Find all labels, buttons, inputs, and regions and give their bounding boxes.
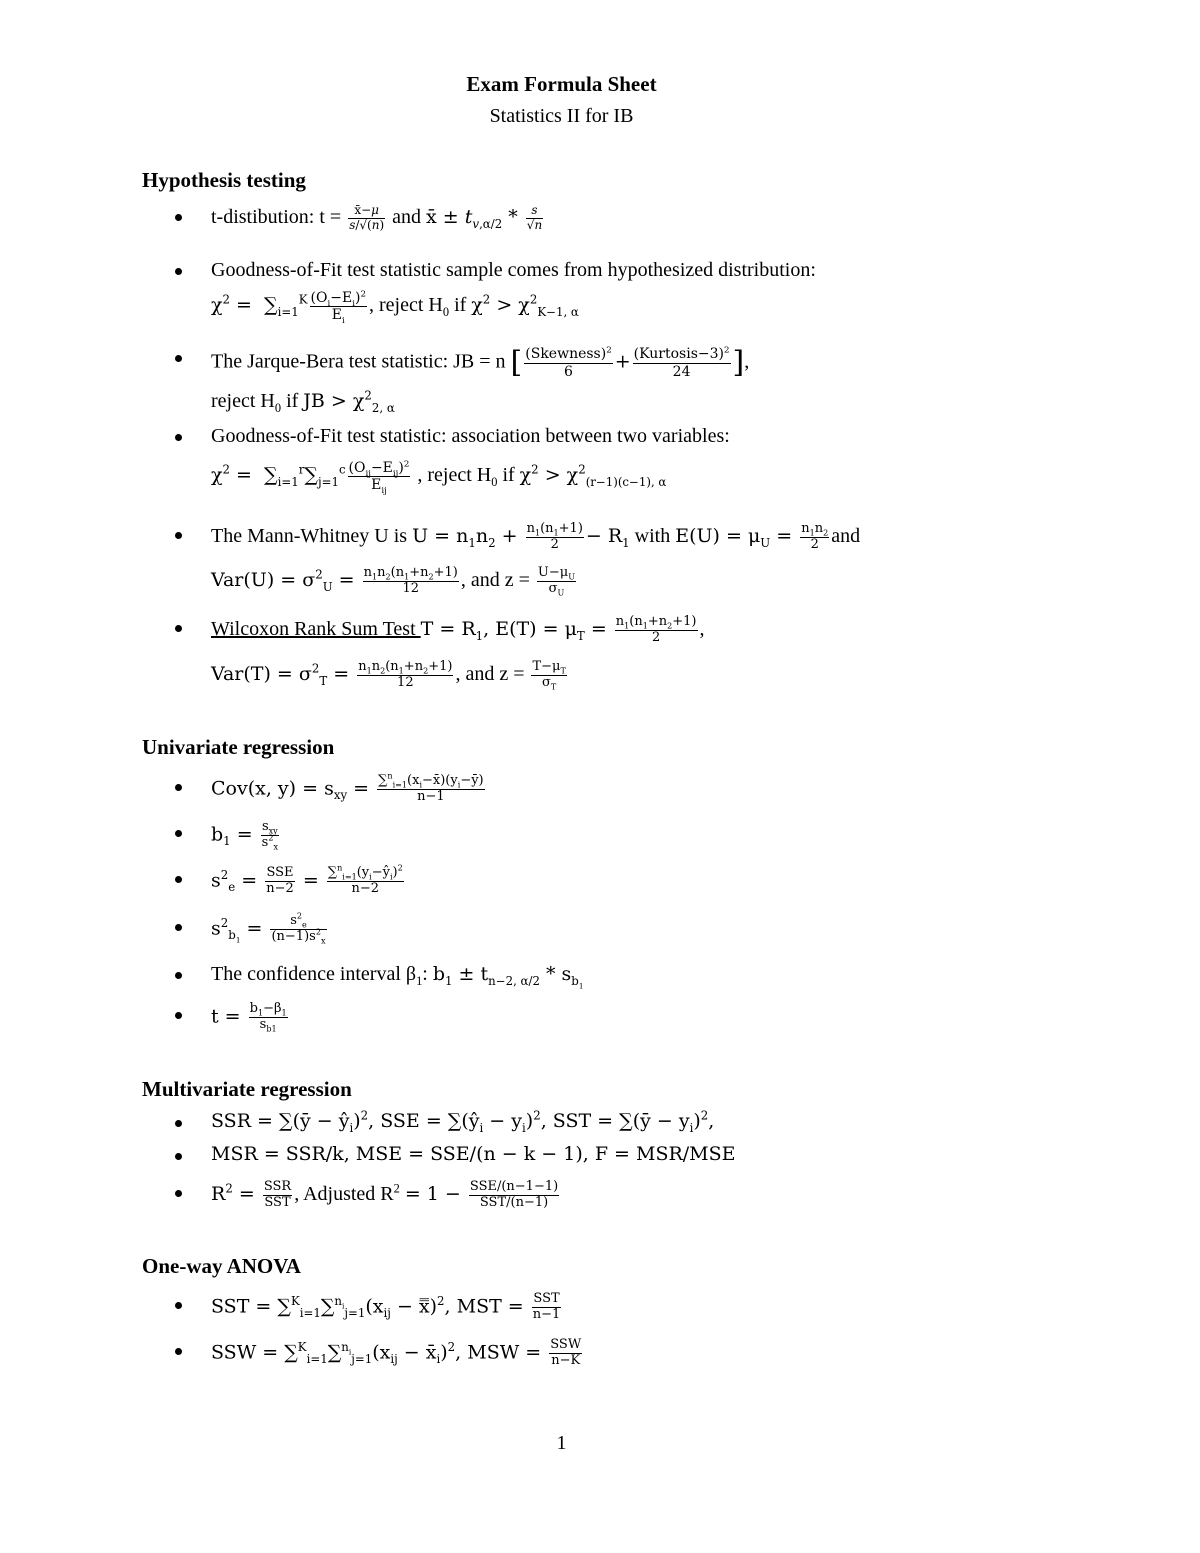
- section-univariate-regression: Univariate regression: [142, 735, 335, 759]
- formula-mann-whitney: The Mann-Whitney U is $U = n_1n_2$ + $\frac{n_1(n_1+1)}{2}$ − $R_1$ with $E(U) = \mu_U$ = $\frac{n_1n_2}{2}$ and: [211, 521, 861, 552]
- formula-t-distribution: t-distibution: t = $\frac{x̄-\mu}{s/√(n)}$ and x̄ ± $t_{v,\alpha/2}$ * $\frac{s}{√n}$: [211, 203, 543, 232]
- formula-ssr-sse-sst: SSR = ∑(ȳ − $ŷ_i)^2$, SSE = $\sum(ŷ_i - y_i)^2$, SST = ∑(ȳ − $y_i)^2$,: [211, 1108, 715, 1135]
- formula-mann-whitney-var: $Var(U) = \sigma^2_U$ = $\frac{n_1n_2(n_1+n_2+1)}{12}$ , and z = $\frac{U-\mu_U}{\sigma_U}$: [211, 565, 575, 598]
- gof-description: Goodness-of-Fit test statistic sample comes from hypothesized distribution:: [211, 259, 816, 281]
- formula-jb-reject: reject $H_0$ if JB > $\chi^2_{2, \alpha}$: [211, 388, 395, 415]
- bullet: [175, 1190, 182, 1197]
- formula-jarque-bera: The Jarque-Bera test statistic: JB = n [ $\frac{(Skewness)^2}{6}$ + $\frac{(Kurtosis-3)^2}{24}$ ],: [211, 345, 750, 380]
- bullet: [175, 434, 182, 441]
- bullet: [175, 1012, 182, 1019]
- and-z-text: , and z =: [460, 569, 535, 592]
- list-item-association: [175, 424, 730, 448]
- formula-msr-mse-f: MSR = SSR/k, MSE = SSE/(n − k − 1), F = MSR/MSE: [211, 1143, 736, 1165]
- jb-reject-text: reject H: [211, 390, 275, 412]
- list-item-msr-mse-f: [175, 1143, 736, 1166]
- list-item-wilcoxon: [175, 615, 705, 646]
- bullet: [175, 784, 182, 791]
- bullet: [175, 1153, 182, 1160]
- wilcoxon-label: Wilcoxon Rank Sum Test: [211, 618, 421, 641]
- list-item-mann-whitney: [175, 522, 860, 553]
- list-item-jarque-bera: [175, 345, 749, 381]
- jb-label: The Jarque-Bera test statistic: JB = n: [211, 350, 506, 373]
- list-item-ssw-msw: [175, 1338, 584, 1369]
- formula-wilcoxon: Wilcoxon Rank Sum Test $T = R_1$, $E(T) = \mu_T$ = $\frac{n_1(n_1+n_2+1)}{2}$ ,: [211, 614, 705, 645]
- list-item-covariance: [175, 771, 487, 805]
- list-item-t-stat: [175, 1002, 290, 1033]
- page-subtitle: Statistics II for IB: [489, 105, 634, 127]
- list-item-se-squared: [175, 863, 406, 897]
- bullet: [175, 355, 182, 362]
- page-title: Exam Formula Sheet: [466, 72, 657, 96]
- bullet: [175, 1348, 182, 1355]
- formula-chi-square-association: $\chi^2 = \sum_{i=1}^r\sum_{j=1}^c$ $\frac{(O_{ij}-E_{ij})^2}{E_{ij}}$ , reject $H_0$ if $\chi^2 > \chi^2_{(r-1)(c-1), \alpha}$: [211, 459, 667, 496]
- formula-t-stat: t = $\frac{b_1-\beta_1}{s_{b1}}$: [211, 1001, 287, 1034]
- and-z-text: , and z =: [455, 663, 530, 686]
- list-item-sb1-squared: [175, 911, 329, 946]
- reject-text: , reject H: [417, 464, 492, 487]
- section-one-way-anova: One-way ANOVA: [142, 1254, 301, 1278]
- list-item-t-distribution: [175, 204, 545, 233]
- bullet: [175, 972, 182, 979]
- list-item-ssr-sse-sst: [175, 1110, 714, 1133]
- list-item-confidence-interval: [175, 962, 584, 991]
- page-number: 1: [556, 1432, 567, 1454]
- bullet: [175, 532, 182, 539]
- bullet: [175, 876, 182, 883]
- formula-ssw-msw: SSW = $\sum^K_{i=1}\sum^{n_i}_{j=1}(x_{ij}$ − $x̄_i)^2$, MSW = $\frac{\text{SSW}}{n-K}$: [211, 1337, 582, 1368]
- section-hypothesis-testing: Hypothesis testing: [142, 168, 306, 192]
- bullet: [175, 1120, 182, 1127]
- with-word: with: [629, 525, 676, 548]
- bullet: [175, 268, 182, 275]
- section-multivariate-regression: Multivariate regression: [142, 1077, 352, 1101]
- bullet: [175, 924, 182, 931]
- formula-confidence-interval: The confidence interval $\beta_1$: $b_1 \pm t_{n-2, \alpha/2} * s_{b_1}$: [211, 963, 584, 991]
- formula-wilcoxon-var: $Var(T) = \sigma^2_T$ = $\frac{n_1n_2(n_1+n_2+1)}{12}$ , and z = $\frac{T-\mu_T}{\sigma_T}$: [211, 659, 566, 692]
- reject-text: , reject H: [369, 294, 443, 317]
- list-item-r-squared: [175, 1180, 561, 1211]
- mw-label: The Mann-Whitney U is: [211, 525, 413, 548]
- formula-sb1-squared: $s^2_{b_1}$ = $\frac{s^2_e}{(n-1)s^2_x}$: [211, 911, 326, 946]
- adjusted-text: , Adjusted R: [294, 1183, 394, 1206]
- and-word: and: [392, 205, 422, 228]
- list-item-sst-mst: [175, 1292, 563, 1323]
- formula-chi-square-gof: $\chi^2 = \sum_{i=1}^K$ $\frac{(O_i-E_i)^2}{E_i}$ , reject $H_0$ if $\chi^2 > \chi^2_{K-1, \alpha}$: [211, 289, 579, 326]
- formula-label: t-distibution: t =: [211, 205, 347, 228]
- formula-sst-mst: SST = $\sum^K_{i=1}\sum^{n_i}_{j=1}(x_{ij}$ − x̿)$^2$, MST = $\frac{\text{SST}}{n-1}$: [211, 1291, 561, 1322]
- and-word: and: [831, 525, 861, 548]
- association-description: Goodness-of-Fit test statistic: association between two variables:: [211, 425, 730, 447]
- bullet: [175, 830, 182, 837]
- bullet: [175, 625, 182, 632]
- list-item-goodness-of-fit: [175, 258, 816, 282]
- formula-r-squared: $R^2$ = $\frac{\text{SSR}}{\text{SST}}$ , Adjusted $R^2 = 1$ − $\frac{\text{SSE/(n−1−1)}}{\text{SST/(n−1)}}$: [211, 1179, 559, 1210]
- bullet: [175, 214, 182, 221]
- formula-covariance: Cov(x, $y) = s_{xy}$ = $\frac{\sum^n_{i=1}(x_i-x̄)(y_i-ȳ)}{n-1}$: [211, 771, 484, 804]
- formula-se-squared: $s^2_e$ = $\frac{\text{SSE}}{n-2}$ = $\frac{\sum^n_{i=1}(y_i-ŷ_i)^2}{n-2}$: [211, 863, 403, 896]
- formula-b1: $b_1$ = $\frac{s_{xy}}{s^2_x}$: [211, 819, 279, 852]
- ci-label: The confidence interval β: [211, 963, 417, 985]
- list-item-b1: [175, 820, 281, 851]
- bullet: [175, 1302, 182, 1309]
